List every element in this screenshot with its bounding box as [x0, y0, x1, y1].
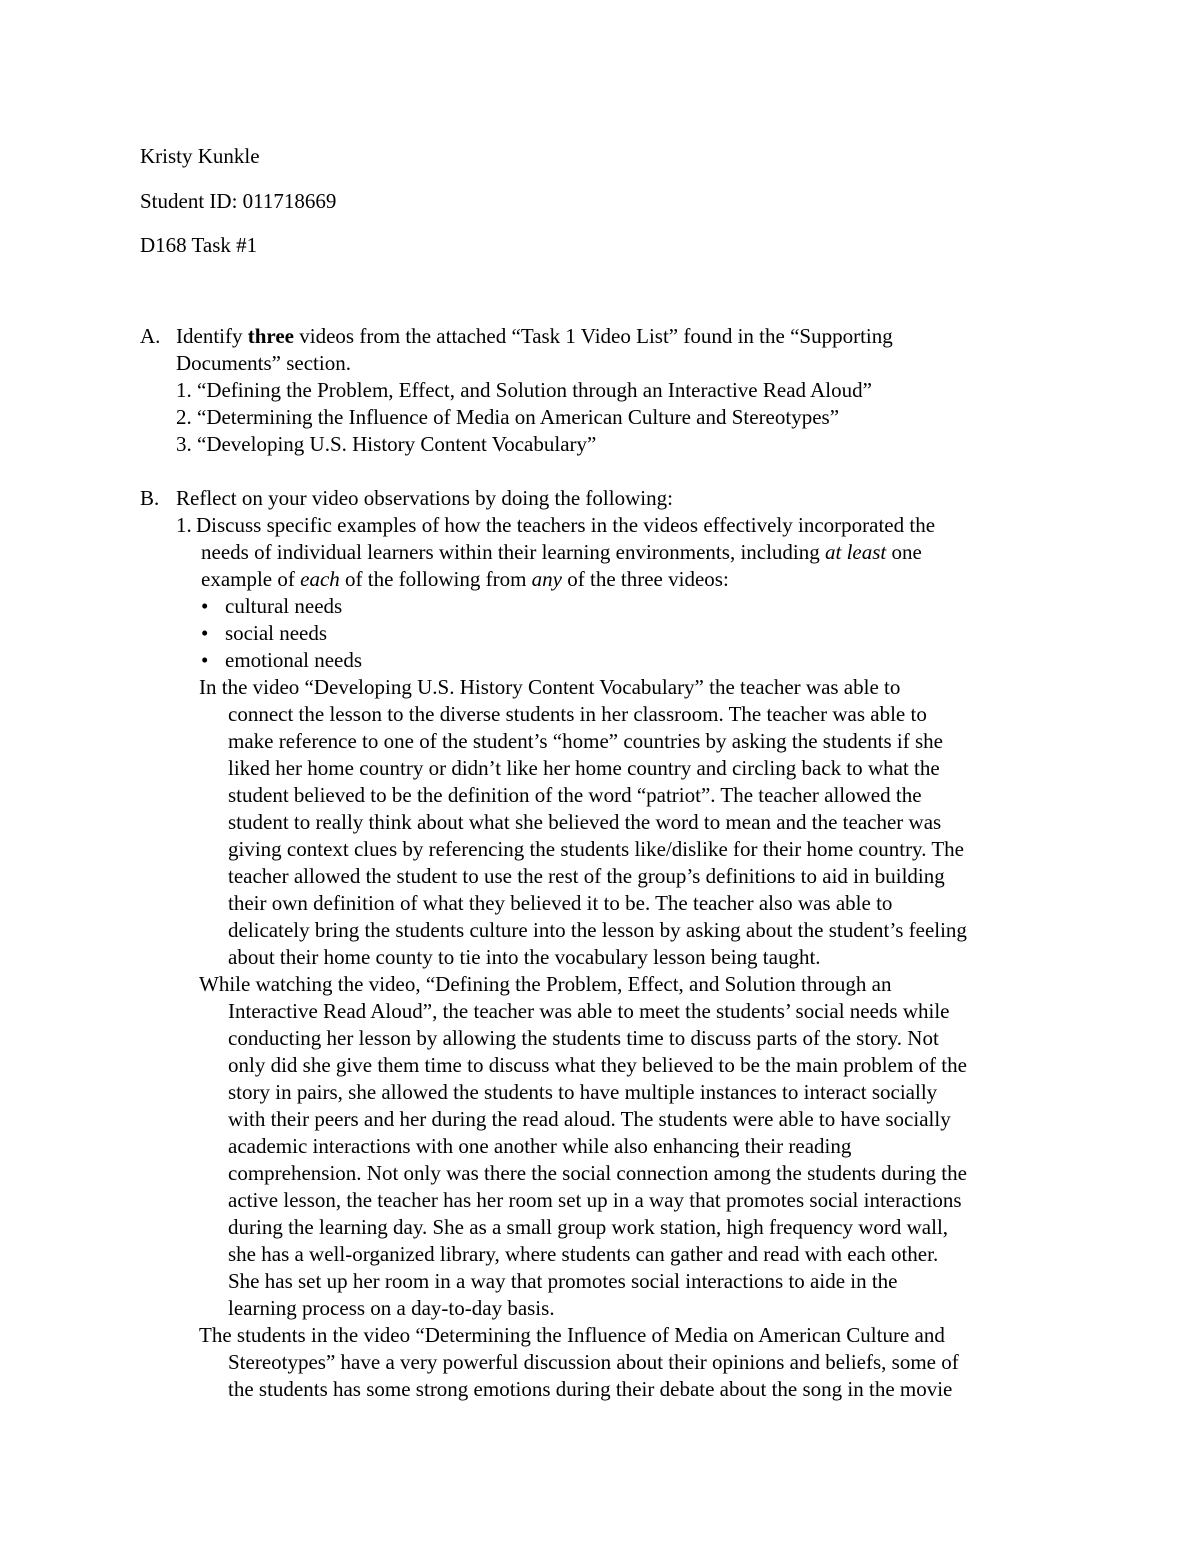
video-list-item — [176, 404, 839, 431]
paragraph-cultural-line: liked her home country or didn’t like her home country and circling back to what the — [228, 756, 940, 780]
bullet-item: social needs — [225, 621, 328, 645]
section-a-marker: A. — [140, 324, 161, 348]
item-1-line2 — [201, 539, 922, 566]
paragraph-cultural-line: giving context clues by referencing the students like/dislike for their home country. The — [228, 837, 964, 861]
item-1-number: 1. — [176, 513, 192, 537]
paragraph-cultural-line: their own definition of what they believed it to be. The teacher also was able to — [228, 891, 893, 915]
author-name: Kristy Kunkle — [140, 144, 260, 168]
paragraph-social-line: she has a well-organized library, where students can gather and read with each other. — [228, 1242, 939, 1266]
section-a-prompt-line2: Documents” section. — [176, 351, 351, 375]
item-1-line3-pre: example of — [201, 567, 301, 591]
video-number: 2. — [176, 405, 192, 429]
section-a-prompt-post: videos from the attached “Task 1 Video List” found in the “Supporting — [294, 324, 893, 348]
paragraph-emotional-line: The students in the video “Determining the Influence of Media on American Culture and — [199, 1323, 945, 1347]
bullet-glyph: • — [201, 621, 209, 645]
paragraph-social-line: with their peers and her during the read aloud. The students were able to have socially — [228, 1107, 951, 1131]
paragraph-social-line: conducting her lesson by allowing the students time to discuss parts of the story. Not — [228, 1026, 939, 1050]
paragraph-social-line: story in pairs, she allowed the students to have multiple instances to interact socially — [228, 1080, 938, 1104]
video-title: “Developing U.S. History Content Vocabulary” — [197, 432, 597, 456]
video-number: 1. — [176, 378, 192, 402]
item-1-line2-pre: needs of individual learners within their learning environments, including — [201, 540, 826, 564]
paragraph-cultural-line: connect the lesson to the diverse students in her classroom. The teacher was able to — [228, 702, 927, 726]
bullet-item: cultural needs — [225, 594, 343, 618]
item-1-line2-italic: at least — [825, 540, 887, 564]
video-number: 3. — [176, 432, 192, 456]
video-list-item — [176, 431, 596, 458]
paragraph-social-line: only did she give them time to discuss what they believed to be the main problem of the — [228, 1053, 967, 1077]
section-a-prompt-pre: Identify — [176, 324, 248, 348]
paragraph-cultural-line: delicately bring the students culture into the lesson by asking about the student’s feeling — [228, 918, 967, 942]
item-1-line3-mid: of the following from — [339, 567, 532, 591]
section-b-marker: B. — [140, 486, 160, 510]
paragraph-social-line: While watching the video, “Defining the Problem, Effect, and Solution through an — [199, 972, 892, 996]
paragraph-cultural-line: student believed to be the definition of the word “patriot”. The teacher allowed the — [228, 783, 922, 807]
bullet-glyph: • — [201, 648, 209, 672]
item-1-line3 — [201, 566, 729, 593]
item-1-line3-post: of the three videos: — [562, 567, 729, 591]
section-a-prompt — [176, 323, 893, 350]
paragraph-social-line: active lesson, the teacher has her room set up in a way that promotes social interactions — [228, 1188, 962, 1212]
video-title: “Determining the Influence of Media on American Culture and Stereotypes” — [197, 405, 840, 429]
bullet-item: emotional needs — [225, 648, 363, 672]
paragraph-social-line: comprehension. Not only was there the social connection among the students during the — [228, 1161, 967, 1185]
item-1-line3-italic-each: each — [300, 567, 340, 591]
paragraph-social-line: She has set up her room in a way that promotes social interactions to aide in the — [228, 1269, 898, 1293]
paragraph-cultural-line: teacher allowed the student to use the rest of the group’s definitions to aid in building — [228, 864, 945, 888]
paragraph-emotional-line: Stereotypes” have a very powerful discussion about their opinions and beliefs, some of — [228, 1350, 959, 1374]
paragraph-cultural-line: In the video “Developing U.S. History Content Vocabulary” the teacher was able to — [199, 675, 901, 699]
video-title: “Defining the Problem, Effect, and Solution through an Interactive Read Aloud” — [197, 378, 872, 402]
task-title: D168 Task #1 — [140, 233, 258, 257]
paragraph-cultural-line: about their home county to tie into the vocabulary lesson being taught. — [228, 945, 821, 969]
paragraph-emotional-line: the students has some strong emotions during their debate about the song in the movie — [228, 1377, 953, 1401]
student-id: Student ID: 011718669 — [140, 189, 337, 213]
paragraph-social-line: during the learning day. She as a small group work station, high frequency word wall, — [228, 1215, 949, 1239]
paragraph-social-line: Interactive Read Aloud”, the teacher was able to meet the students’ social needs while — [228, 999, 950, 1023]
item-1-line2-post: one — [886, 540, 922, 564]
paragraph-cultural-line: student to really think about what she believed the word to mean and the teacher was — [228, 810, 942, 834]
paragraph-cultural-line: make reference to one of the student’s “home” countries by asking the students if she — [228, 729, 943, 753]
section-b-prompt: Reflect on your video observations by doing the following: — [176, 486, 673, 510]
paragraph-social-line: academic interactions with one another while also enhancing their reading — [228, 1134, 852, 1158]
section-a-prompt-bold: three — [247, 324, 294, 348]
item-1-line1: Discuss specific examples of how the teachers in the videos effectively incorporated the — [196, 513, 936, 537]
bullet-glyph: • — [201, 594, 209, 618]
video-list-item — [176, 377, 872, 404]
item-1-line3-italic-any: any — [531, 567, 562, 591]
paragraph-social-line: learning process on a day-to-day basis. — [228, 1296, 555, 1320]
